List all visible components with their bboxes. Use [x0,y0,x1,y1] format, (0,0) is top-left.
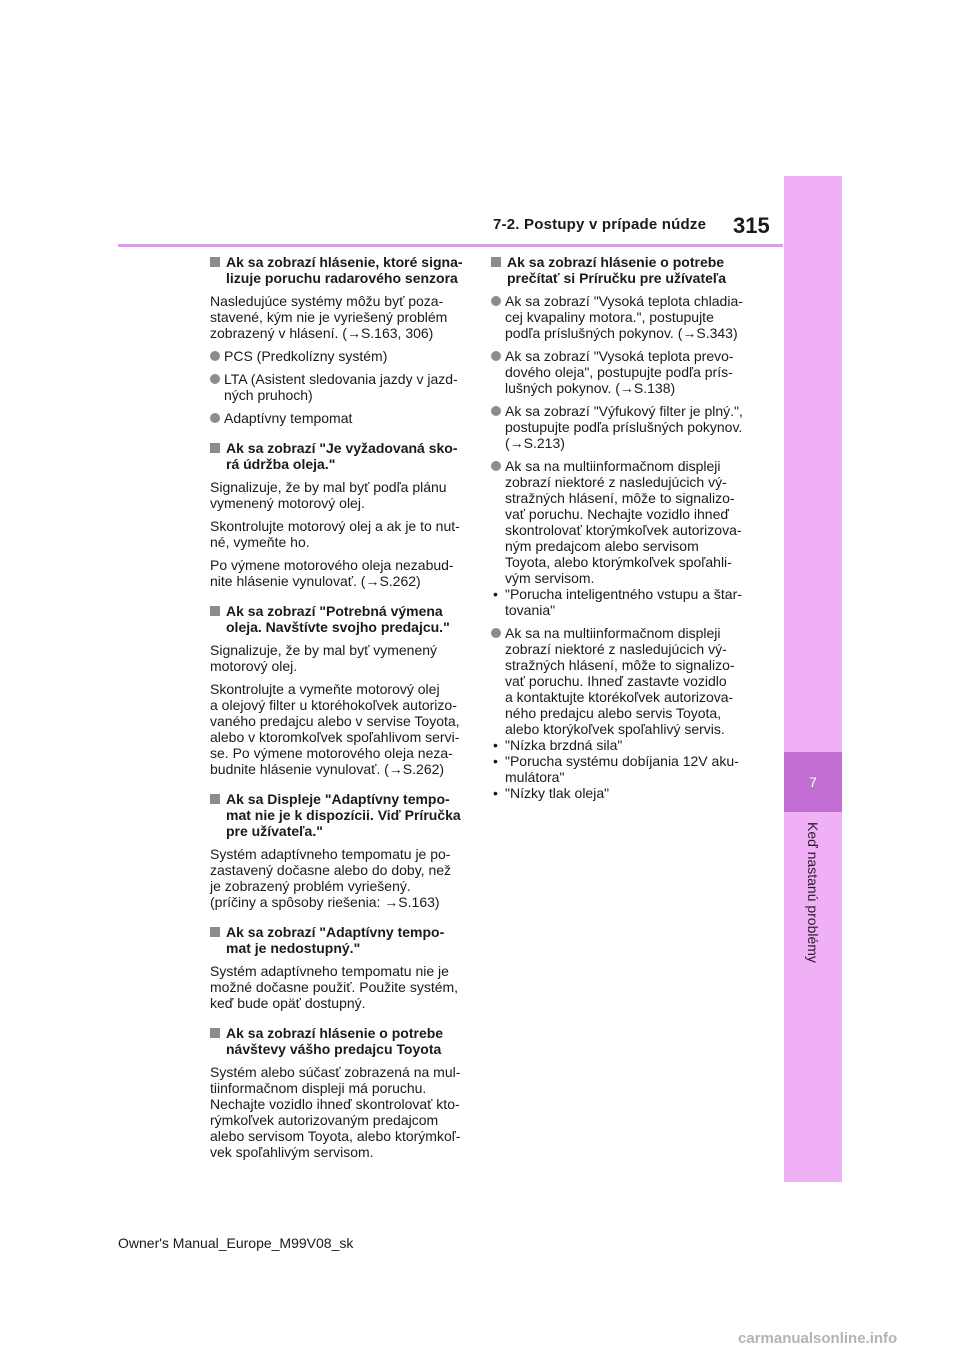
sub-list-item [491,586,759,618]
square-bullet-icon [210,1028,220,1038]
list-item-text: Adaptívny tempomat [224,410,353,426]
chapter-number: 7 [809,774,817,790]
heading-text: Ak sa zobrazí "Adaptívny tempo- mat je nedostupný." [226,924,445,956]
round-bullet-icon [210,374,220,384]
round-bullet-icon [491,296,501,306]
bullet-icon: • [493,737,498,753]
list-item-text: Ak sa zobrazí "Vysoká teplota prevo- dového oleja", postupujte podľa prís- lušných pokynov. (→S.138) [505,348,734,396]
round-bullet-icon [491,406,501,416]
list-item [491,625,759,737]
sub-list-item-text: "Nízka brzdná sila" [505,737,623,753]
list-item [491,458,759,586]
sub-list-item [491,737,759,753]
bullet-icon: • [493,586,498,602]
list-item-text: Ak sa na multiinformačnom displeji zobrazí niektoré z nasledujúcich vý- stražných hlásení, môže to signalizo- vať poruchu. Ihneď zastavte vozidlo a kontaktujte ktorékoľvek autorizova- ného predajcu alebo servis Toyota, alebo ktorýkoľvek spoľahlivý servis. [505,625,735,737]
section-heading [210,924,472,956]
paragraph: Systém alebo súčasť zobrazená na mul- tiinformačnom displeji má poruchu. Nechajte vozidlo ihneď skontrolovať kto- rýmkoľvek autorizovaným predajcom alebo servisom Toyota, alebo ktorýmkoľ- vek spoľahlivým servisom. [210,1064,461,1160]
chapter-title: Keď nastanú problémy [805,822,821,963]
section-heading [210,1025,472,1057]
section-heading [210,603,472,635]
round-bullet-icon [491,628,501,638]
chapter-title-vertical [784,822,842,982]
right-column [491,254,759,801]
sub-list-item [491,785,759,801]
section-heading [210,254,472,286]
list-item [491,403,759,451]
square-bullet-icon [491,257,501,267]
left-column [210,254,472,1167]
list-item [210,348,472,364]
paragraph: Systém adaptívneho tempomatu nie je možné dočasne použiť. Použite systém, keď bude opäť dostupný. [210,963,459,1011]
square-bullet-icon [210,794,220,804]
manual-id-footer: Owner's Manual_Europe_M99V08_sk [118,1235,354,1251]
paragraph: Signalizuje, že by mal byť podľa plánu vymenený motorový olej. [210,479,447,511]
sub-list-item-text: "Nízky tlak oleja" [505,785,610,801]
square-bullet-icon [210,443,220,453]
list-item-text: Ak sa zobrazí "Výfukový filter je plný.", postupujte podľa príslušných pokynov. (→S.213) [505,403,743,451]
paragraph: Skontrolujte motorový olej a ak je to nut- né, vymeňte ho. [210,518,460,550]
list-item [491,348,759,396]
square-bullet-icon [210,257,220,267]
heading-text: Ak sa zobrazí "Je vyžadovaná sko- rá údržba oleja." [226,440,458,472]
list-item-text: LTA (Asistent sledovania jazdy v jazd- ných pruhoch) [224,371,458,403]
section-title: 7-2. Postupy v prípade núdze [493,216,707,233]
heading-text: Ak sa zobrazí hlásenie, ktoré signa- lizuje poruchu radarového senzora [226,254,463,286]
bullet-icon: • [493,753,498,769]
watermark: carmanualsonline.info [738,1330,898,1347]
heading-text: Ak sa Displeje "Adaptívny tempo- mat nie je k dispozícii. Viď Príručka pre užívateľa." [226,791,461,839]
section-heading [210,791,472,839]
page-number: 315 [733,213,770,238]
list-item-text: Ak sa na multiinformačnom displeji zobrazí niektoré z nasledujúcich vý- stražných hlásení, môže to signalizo- vať poruchu. Nechajte vozidlo ihneď skontrolovať ktorýmkoľvek autorizova- ným predajcom alebo servisom Toyota, alebo ktorýmkoľvek spoľahli- vým servisom. [505,458,742,586]
paragraph: Systém adaptívneho tempomatu je po- zastavený dočasne alebo do doby, než je zobrazený problém vyriešený. (príčiny a spôsoby riešenia: →S.163) [210,846,452,910]
square-bullet-icon [210,927,220,937]
round-bullet-icon [491,461,501,471]
list-item [210,371,472,403]
sub-list-item [491,753,759,785]
paragraph: Signalizuje, že by mal byť vymenený motorový olej. [210,642,438,674]
round-bullet-icon [210,351,220,361]
heading-text: Ak sa zobrazí "Potrebná výmena oleja. Navštívte svojho predajcu." [226,603,450,635]
list-item-text: PCS (Predkolízny systém) [224,348,388,364]
paragraph: Skontrolujte a vymeňte motorový olej a olejový filter u ktoréhokoľvek autorizo- vaného predajcu alebo v servise Toyota, alebo v ktoromkoľvek spoľahlivom servi- se. Po výmene motorového oleja neza- budnite hlásenie vynulovať. (→S.262) [210,681,460,777]
sub-list-item-text: "Porucha systému dobíjania 12V aku- mulátora" [505,753,739,785]
list-item-text: Ak sa zobrazí "Vysoká teplota chladia- cej kvapaliny motora.", postupujte podľa príslušných pokynov. (→S.343) [505,293,743,341]
round-bullet-icon [491,351,501,361]
header-divider [118,244,783,247]
section-heading [210,440,472,472]
paragraph: Po výmene motorového oleja nezabud- nite hlásenie vynulovať. (→S.262) [210,557,454,589]
round-bullet-icon [210,413,220,423]
chapter-number-tab [784,752,842,812]
bullet-icon: • [493,785,498,801]
chapter-side-tab [784,176,842,1182]
sub-list-item-text: "Porucha inteligentného vstupu a štar- tovania" [505,586,742,618]
heading-text: Ak sa zobrazí hlásenie o potrebe prečítať si Príručku pre užívateľa [507,254,727,286]
list-item [210,410,472,426]
list-item [491,293,759,341]
section-heading [491,254,759,286]
heading-text: Ak sa zobrazí hlásenie o potrebe návštevy vášho predajcu Toyota [226,1025,444,1057]
square-bullet-icon [210,606,220,616]
paragraph: Nasledujúce systémy môžu byť poza- stavené, kým nie je vyriešený problém zobrazený v hlásení. (→S.163, 306) [210,293,448,341]
